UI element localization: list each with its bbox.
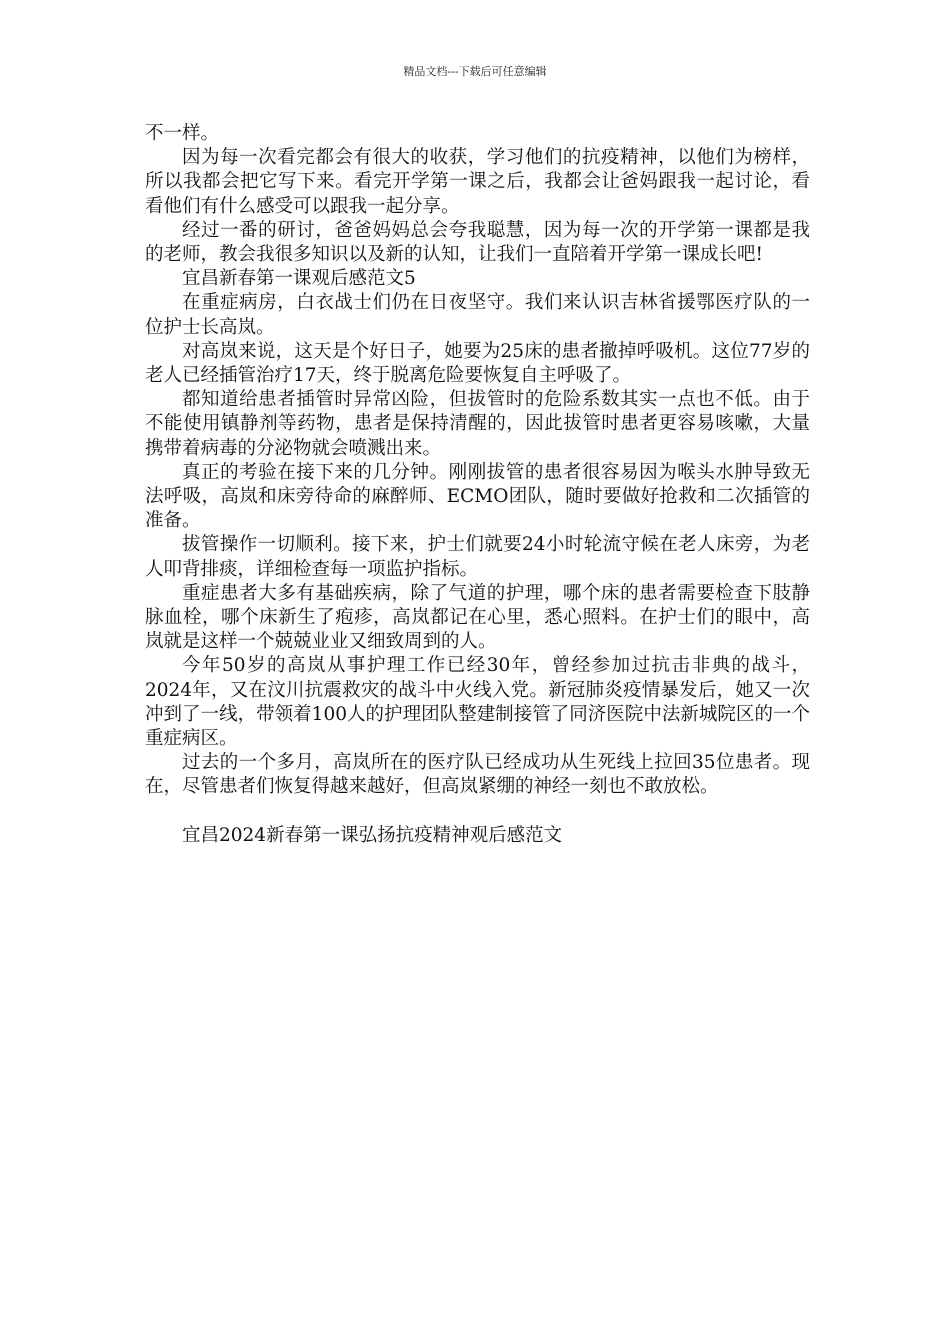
paragraph: 都知道给患者插管时异常凶险，但拔管时的危险系数其实一点也不低。由于不能使用镇静剂等药物，患者是保持清醒的，因此拔管时患者更容易咳嗽，大量携带着病毒的分泌物就会喷溅出来。 <box>145 389 810 459</box>
paragraph: 经过一番的研讨，爸爸妈妈总会夸我聪慧，因为每一次的开学第一课都是我的老师，教会我很多知识以及新的认知，让我们一直陪着开学第一课成长吧! <box>145 219 810 266</box>
document-body <box>145 122 810 848</box>
paragraph: 真正的考验在接下来的几分钟。刚刚拔管的患者很容易因为喉头水肿导致无法呼吸，高岚和床旁待命的麻醉师、ECMO团队，随时要做好抢救和二次插管的准备。 <box>145 461 810 532</box>
paragraph: 过去的一个多月，高岚所在的医疗队已经成功从生死线上拉回35位患者。现在，尽管患者们恢复得越来越好，但高岚紧绷的神经一刻也不敢放松。 <box>145 752 810 798</box>
paragraph: 因为每一次看完都会有很大的收获，学习他们的抗疫精神，以他们为榜样，所以我都会把它写下来。看完开学第一课之后，我都会让爸妈跟我一起讨论，看看他们有什么感受可以跟我一起分享。 <box>145 147 810 217</box>
paragraph: 在重症病房，白衣战士们仍在日夜坚守。我们来认识吉林省援鄂医疗队的一位护士长高岚。 <box>145 292 810 338</box>
section-heading: 宜昌新春第一课观后感范文5 <box>182 268 416 290</box>
blank-line <box>145 800 810 824</box>
paragraph: 拔管操作一切顺利。接下来，护士们就要24小时轮流守候在老人床旁，为老人叩背排痰，详细检查每一项监护指标。 <box>145 534 810 580</box>
page-header: 精品文档---下载后可任意编辑 <box>403 65 547 78</box>
section-heading: 宜昌2024新春第一课弘扬抗疫精神观后感范文 <box>182 824 563 846</box>
paragraph: 对高岚来说，这天是个好日子，她要为25床的患者撤掉呼吸机。这位77岁的老人已经插管治疗17天，终于脱离危险要恢复自主呼吸了。 <box>145 340 810 387</box>
paragraph: 不一样。 <box>145 123 220 144</box>
paragraph: 今年50岁的高岚从事护理工作已经30年，曾经参加过抗击非典的战斗，2024年，又在汶川抗震救灾的战斗中火线入党。新冠肺炎疫情暴发后，她又一次冲到了一线，带领着100人的护理团队整建制接管了同济医院中法新城院区的一个重症病区。 <box>145 655 810 750</box>
paragraph: 重症患者大多有基础疾病，除了气道的护理，哪个床的患者需要检查下肢静脉血栓，哪个床新生了疱疹，高岚都记在心里，悉心照料。在护士们的眼中，高岚就是这样一个兢兢业业又细致周到的人。 <box>145 582 810 653</box>
